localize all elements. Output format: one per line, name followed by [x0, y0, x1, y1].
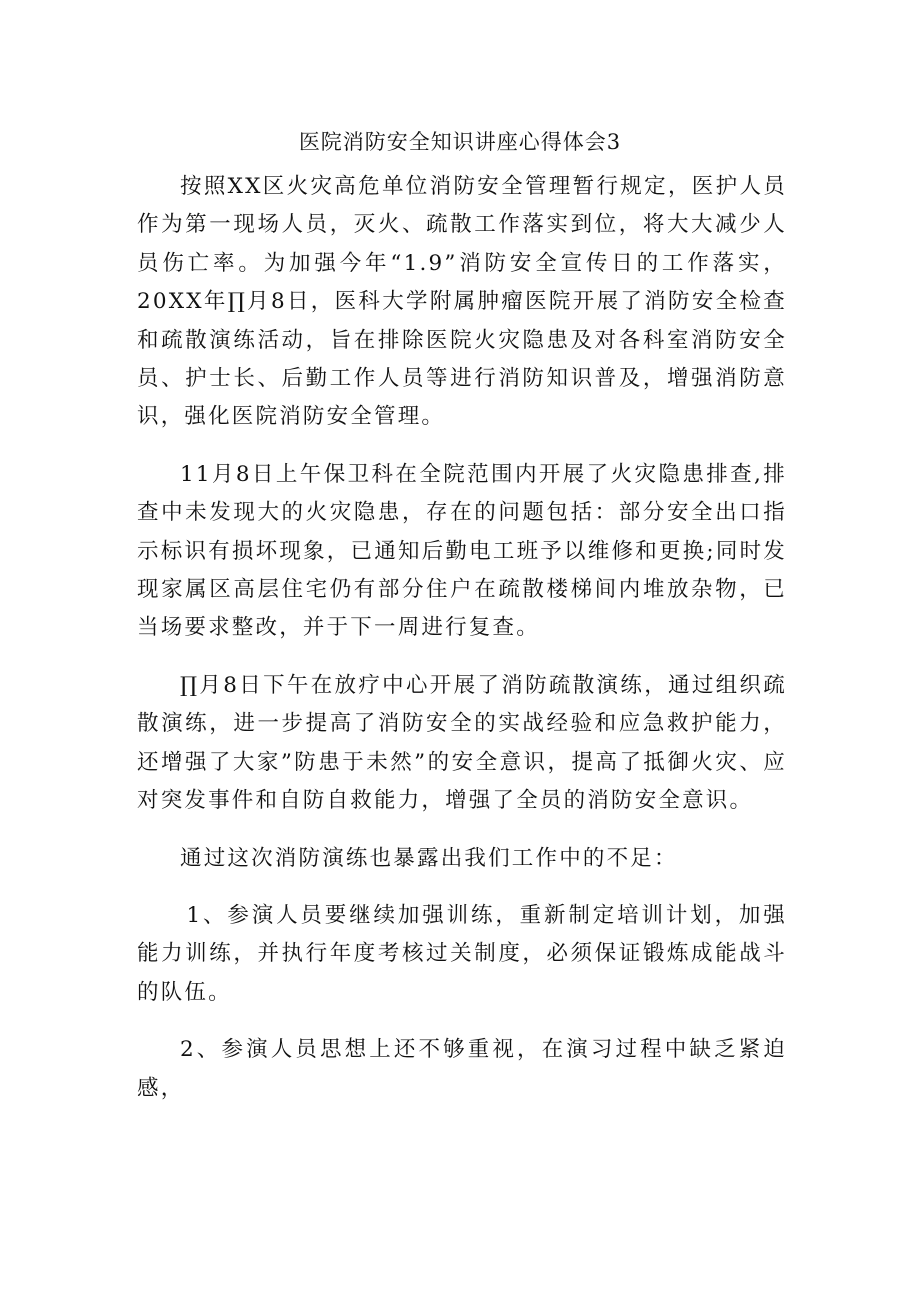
- paragraph-intro: 按照XX区火灾高危单位消防安全管理暂行规定，医护人员作为第一现场人员，灭火、疏散工作落实到位，将大大减少人员伤亡率。为加强今年“1.9”消防安全宣传日的工作落实，20XX年∏月8日，医科大学附属肿瘤医院开展了消防安全检查和疏散演练活动，旨在排除医院火灾隐患及对各科室消防安全员、护士长、后勤工作人员等进行消防知识普及，增强消防意识，强化医院消防安全管理。: [137, 174, 787, 430]
- paragraph-inspection: 11月8日上午保卫科在全院范围内开展了火灾隐患排查,排查中未发现大的火灾隐患，存在的问题包括：部分安全出口指示标识有损坏现象，已通知后勤电工班予以维修和更换;同时发现家属区高层住宅仍有部分住户在疏散楼梯间内堆放杂物，已当场要求整改，并于下一周进行复查。: [137, 461, 787, 641]
- paragraph-shortcoming-1: 1、参演人员要继续加强训练，重新制定培训计划，加强能力训练，并执行年度考核过关制度，必须保证锻炼成能战斗的队伍。: [137, 902, 787, 1005]
- paragraph-shortcoming-2: 2、参演人员思想上还不够重视，在演习过程中缺乏紧迫感，: [137, 1037, 787, 1101]
- document-title: 医院消防安全知识讲座心得体会3: [298, 130, 622, 154]
- paragraph-drill: ∏月8日下午在放疗中心开展了消防疏散演练，通过组织疏散演练，进一步提高了消防安全的实战经验和应急救护能力，还增强了大家”防患于未然”的安全意识，提高了抵御火灾、应对突发事件和自防自救能力，增强了全员的消防安全意识。: [137, 672, 787, 814]
- paragraph-shortcomings-intro: 通过这次消防演练也暴露出我们工作中的不足：: [180, 845, 678, 871]
- document-body: [137, 168, 787, 1108]
